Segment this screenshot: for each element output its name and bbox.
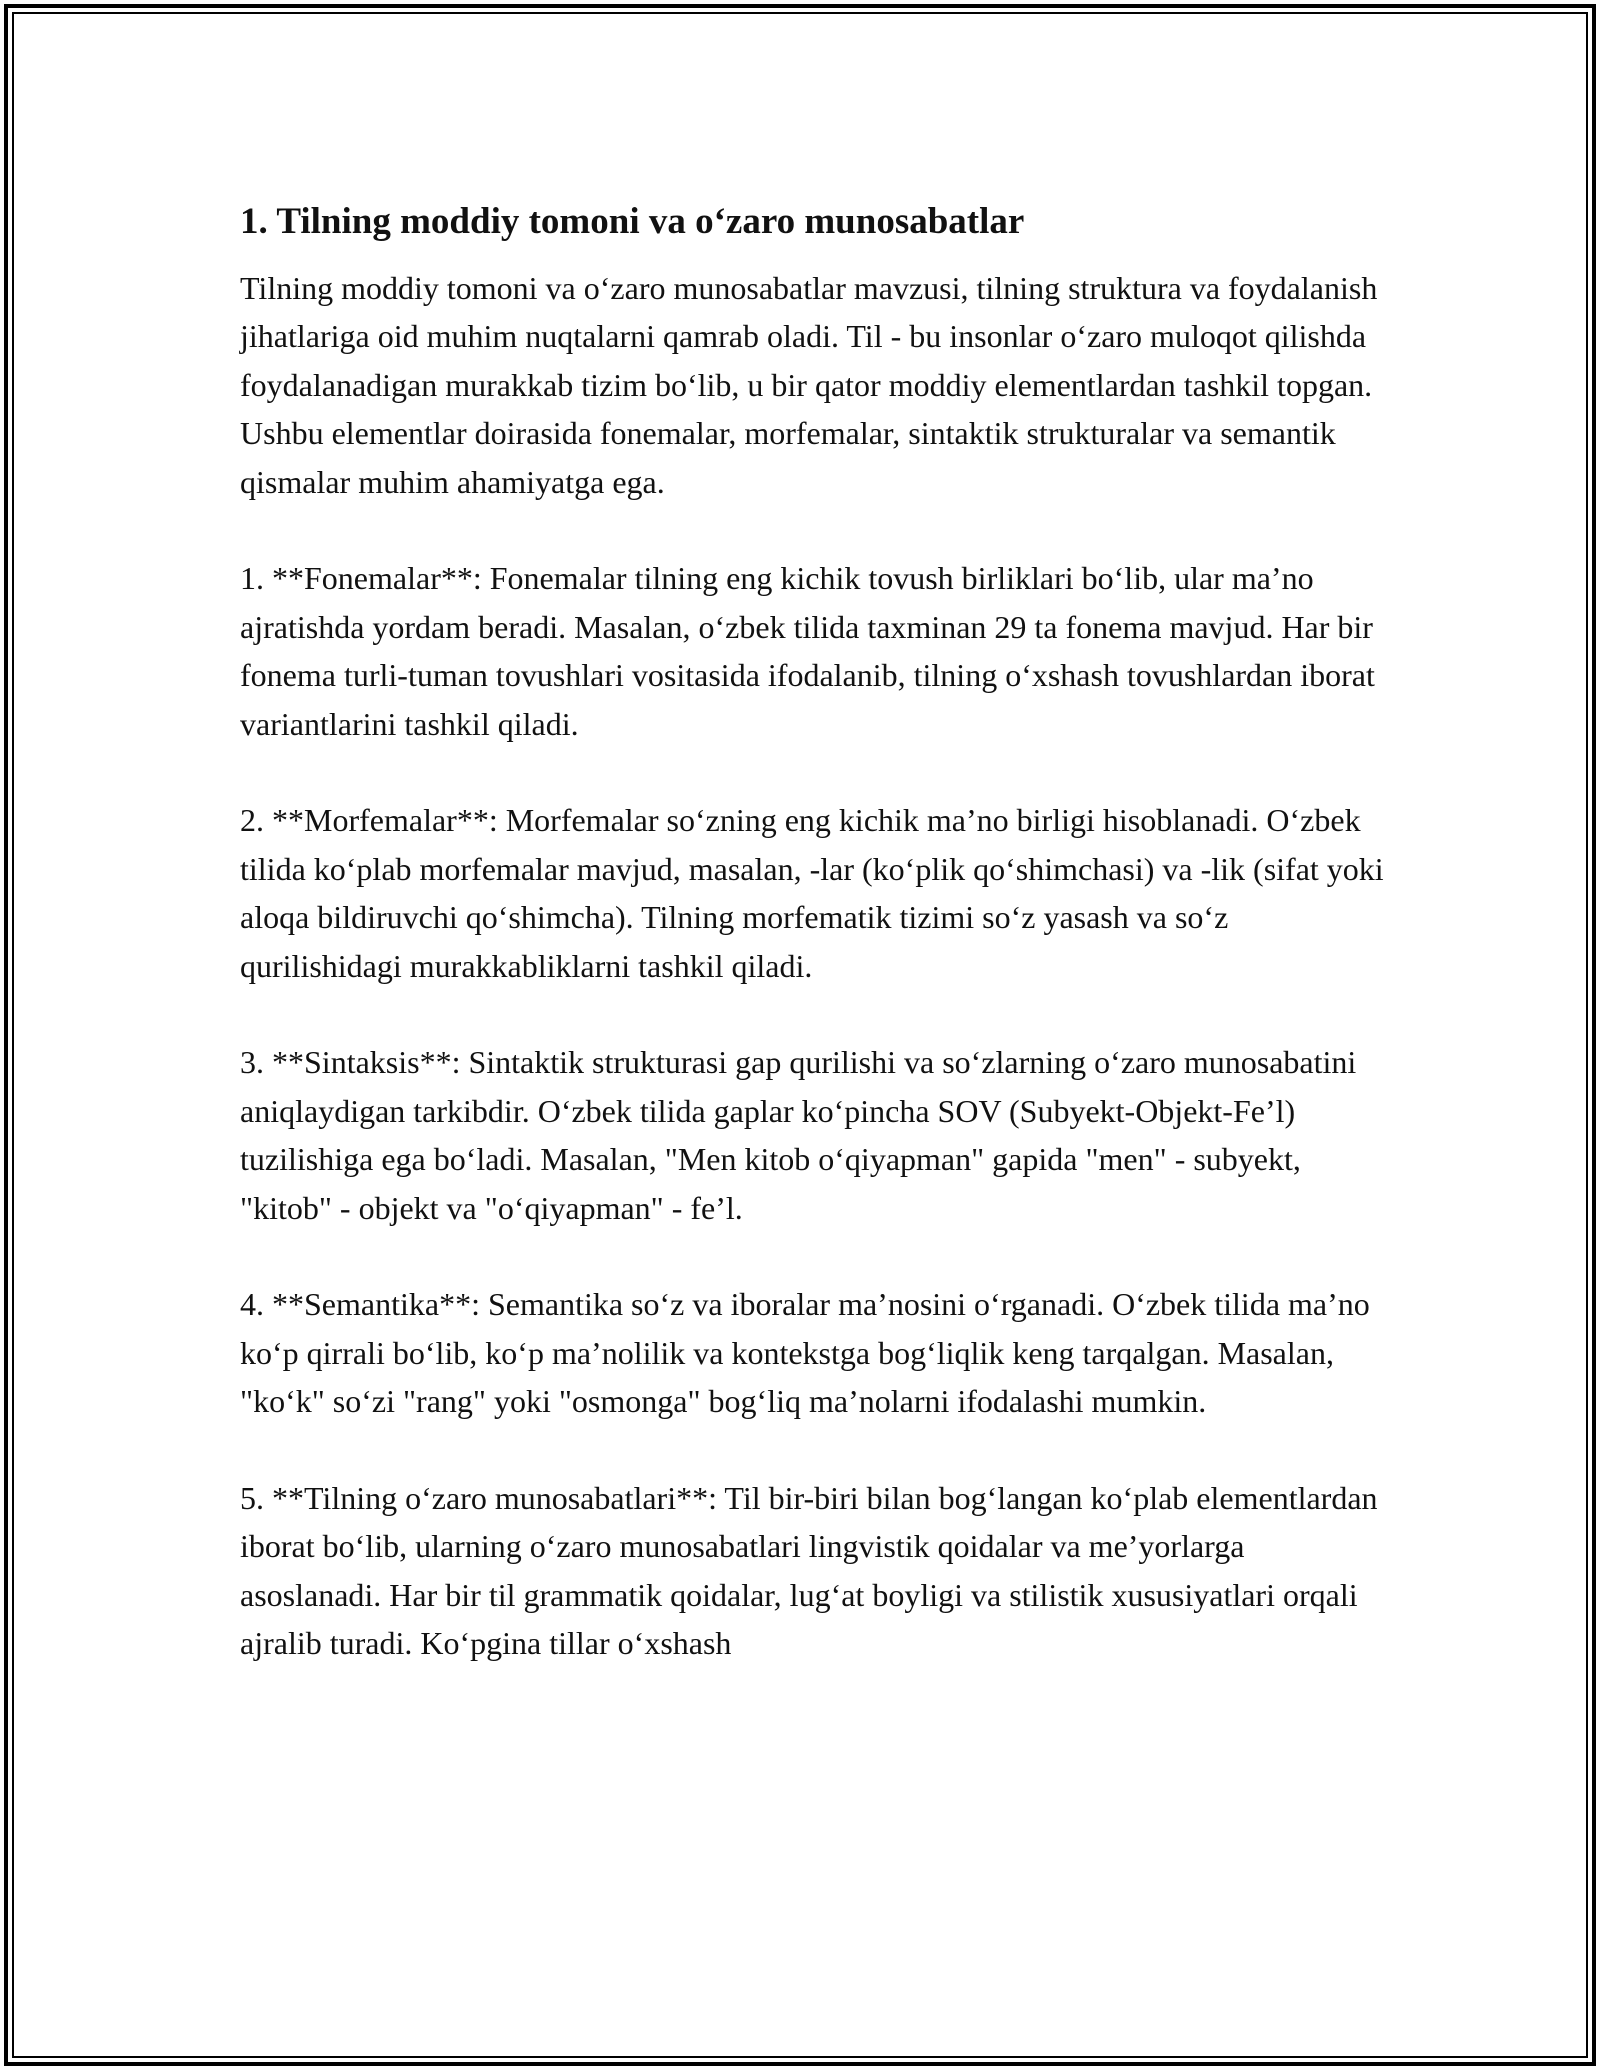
page-frame xyxy=(4,4,1596,2066)
section-heading: 1. Tilning moddiy tomoni va o‘zaro munosabatlar xyxy=(240,201,1025,242)
paragraph-ozaro-munosabatlar: 5. **Tilning o‘zaro munosabatlari**: Til bir-biri bilan bog‘langan ko‘plab elementlardan iborat bo‘lib, ularning o‘zaro munosabatlari lingvistik qoidalar va me’yorlarga asoslanadi. Har bir til grammatik qoidalar, lug‘at boyligi va stilistik xususiyatlari orqali ajralib turadi. Ko‘pgina tillar o‘xshash xyxy=(240,1480,1378,1662)
intro-paragraph: Tilning moddiy tomoni va o‘zaro munosabatlar mavzusi, tilning struktura va foydalanish jihatlariga oid muhim nuqtalarni qamrab oladi. Til - bu insonlar o‘zaro muloqot qilishda foydalanadigan murakkab tizim bo‘lib, u bir qator moddiy elementlardan tashkil topgan. Ushbu elementlar doirasida fonemalar, morfemalar, sintaktik strukturalar va semantik qismalar muhim ahamiyatga ega. xyxy=(240,270,1378,500)
document-body xyxy=(240,194,1390,1668)
paragraph-semantika: 4. **Semantika**: Semantika so‘z va iboralar ma’nosini o‘rganadi. O‘zbek tilida ma’no ko‘p qirrali bo‘lib, ko‘p ma’nolilik va kontekstga bog‘liqlik keng tarqalgan. Masalan, "ko‘k" so‘zi "rang" yoki "osmonga" bog‘liq ma’nolarni ifodalashi mumkin. xyxy=(240,1286,1370,1420)
paragraph-fonemalar: 1. **Fonemalar**: Fonemalar tilning eng kichik tovush birliklari bo‘lib, ular ma’no ajratishda yordam beradi. Masalan, o‘zbek tilida taxminan 29 ta fonema mavjud. Har bir fonema turli-tuman tovushlari vositasida ifodalanib, tilning o‘xshash tovushlardan iborat variantlarini tashkil qiladi. xyxy=(240,560,1375,742)
paragraph-sintaksis: 3. **Sintaksis**: Sintaktik strukturasi gap qurilishi va so‘zlarning o‘zaro munosabatini aniqlaydigan tarkibdir. O‘zbek tilida gaplar ko‘pincha SOV (Subyekt-Objekt-Fe’l) tuzilishiga ega bo‘ladi. Masalan, "Men kitob o‘qiyapman" gapida "men" - subyekt, "kitob" - objekt va "o‘qiyapman" - fe’l. xyxy=(240,1044,1357,1226)
paragraph-morfemalar: 2. **Morfemalar**: Morfemalar so‘zning eng kichik ma’no birligi hisoblanadi. O‘zbek tilida ko‘plab morfemalar mavjud, masalan, -lar (ko‘plik qo‘shimchasi) va -lik (sifat yoki aloqa bildiruvchi qo‘shimcha). Tilning morfematik tizimi so‘z yasash va so‘z qurilishidagi murakkabliklarni tashkil qiladi. xyxy=(240,802,1384,984)
